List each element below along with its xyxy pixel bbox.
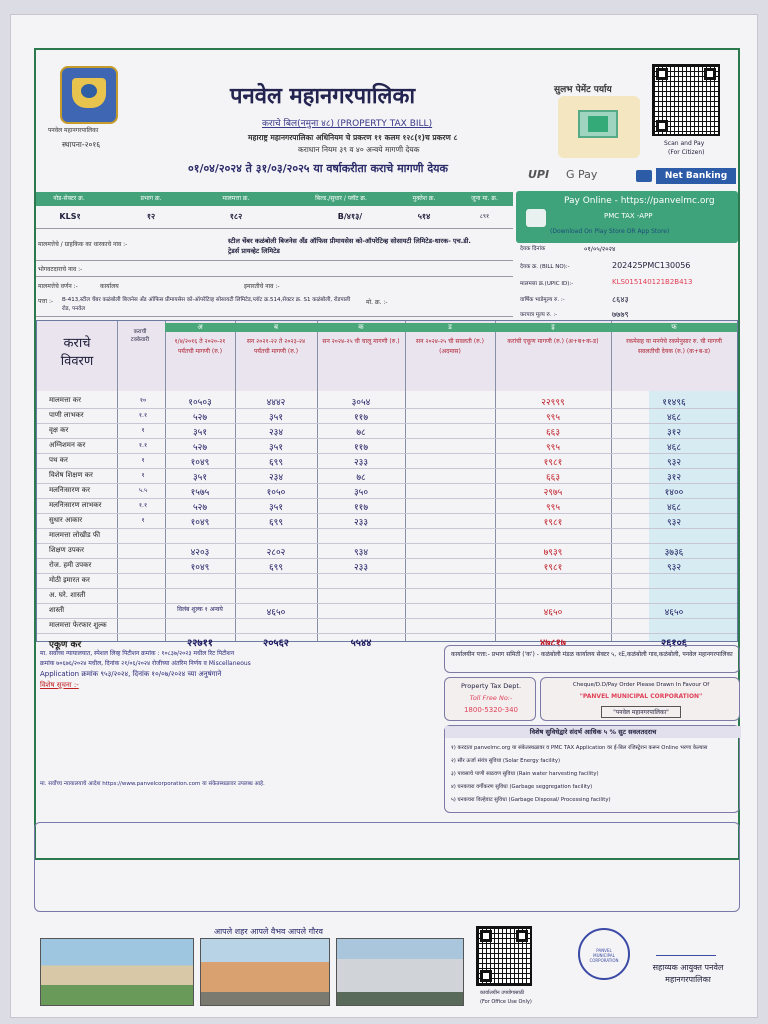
- established-text: स्थापना-२०१६: [62, 140, 101, 149]
- mobile-label: मो. क्र. :-: [366, 299, 388, 306]
- tax-cell-e: ६६३: [545, 428, 561, 438]
- tax-row-label: मलनिःसारण लाभकर: [49, 501, 102, 509]
- annual-rent-value: ८६४३: [612, 295, 629, 304]
- tax-table: [36, 320, 738, 650]
- owner-label: मालमत्तेचे / ग्राहकिक का धारकाचे नाव :-: [38, 241, 128, 248]
- building-name-label: इमारतीचे नाव :-: [244, 283, 280, 290]
- taxable-label: करपात्र मूल्य रु. :-: [520, 312, 558, 318]
- row-divider: [37, 483, 737, 484]
- tax-row-rate: १: [141, 472, 145, 479]
- row-divider: [37, 513, 737, 514]
- tax-row-rate: १०: [139, 397, 147, 404]
- court-notice: [36, 645, 432, 793]
- tax-dept-box: [444, 677, 536, 721]
- tax-cell-c: २३३: [353, 458, 369, 468]
- scan-label: Scan and Pay: [664, 140, 705, 147]
- tax-cell-e: ९९५: [545, 413, 561, 423]
- divider: [36, 260, 513, 261]
- tax-cell-b: २३४: [268, 473, 284, 483]
- pmc-app-label: PMC TAX -APP: [604, 212, 653, 220]
- tax-cell-a: विलंब शुल्क १ अन्वये: [177, 606, 223, 613]
- head-col-text: करांची एकूण मागणी (रु.) (अ+ब+क-ड): [507, 338, 599, 345]
- sulabh-label: सुलभ पेमेंट पर्याय: [554, 85, 612, 95]
- bill-date-label: देयक दिनांक: [520, 246, 546, 252]
- tax-cell-e: ९९५: [545, 443, 561, 453]
- tax-row-rate: १.१: [138, 502, 148, 509]
- city-photo-2: [200, 938, 330, 1006]
- usage-label: मालमत्तेचे वर्णन :-: [38, 283, 78, 290]
- office-address: कार्यालयीन पत्ता:- प्रभाग समिती ('क') - कळंबोली मंडळ कार्यालय सेक्टर ५, १E,कळंबोली गाव,कळंबोली, पनवेल महानगरपालिका: [451, 651, 733, 658]
- row-divider: [37, 573, 737, 574]
- tax-cell-c: ७८: [356, 473, 366, 483]
- head-col-letter: ड: [405, 323, 495, 332]
- address-value: B-413,स्टील चेंबर कळंबोली बिजनेस अँड ऑफिस प्रीमायसेस को-ऑपरेटिव्ह सोसायटी लिमिटेड,प्लॉट क्र.514,सेक्टर क्र. S1 कळंबोली, रोडपाली रोड, पनवेल: [62, 297, 351, 312]
- discount-item: १) करदाता panvelmc.org या संकेतस्थळावर व PMC TAX Application वर ई-बिल रजिस्ट्रेशन करून Online भरणा केल्यास: [451, 745, 708, 751]
- row-divider: [37, 528, 737, 529]
- tax-cell-a: ३५१: [192, 428, 208, 438]
- netbanking-label[interactable]: Net Banking: [656, 168, 736, 184]
- tax-cell-a: ५२७: [192, 413, 208, 423]
- pmc-app-icon: [526, 209, 546, 227]
- tax-cell-f: ४६८: [666, 503, 682, 513]
- city-photo-3: [336, 938, 464, 1006]
- seal-text: PANVEL MUNICIPAL CORPORATION: [589, 948, 619, 963]
- tax-row-label: सुधार आकार: [49, 516, 83, 524]
- col-ward: प्रभाग क्र.: [140, 195, 162, 202]
- tax-cell-b: ३५१: [268, 413, 284, 423]
- head-col-text: सन २०२४-२५ ची चालू मागणी (रु.): [322, 338, 400, 345]
- tax-cell-e: १९८१: [543, 518, 563, 528]
- tax-row-label: अ. घरे. शास्ती: [49, 591, 86, 599]
- payment-illustration: [558, 96, 640, 158]
- pay-online-link[interactable]: Pay Online - https://panvelmc.org: [564, 196, 715, 206]
- col-property: मालमत्ता क्र.: [222, 195, 250, 202]
- column-border: [117, 321, 118, 641]
- period-line: ०१/०४/२०२४ ते ३१/०३/२०२५ या वर्षाकरीता कराचे मागणी देयक: [188, 162, 449, 175]
- col-mukt: मुक्तेश क्र.: [412, 195, 436, 202]
- divider: [36, 228, 513, 229]
- tax-row-rate: १: [141, 457, 145, 464]
- tax-cell-c: २३३: [353, 563, 369, 573]
- tax-cell-c: ११७: [353, 443, 369, 453]
- tax-cell-c: ११७: [353, 503, 369, 513]
- cheque-label: Cheque/D.D/Pay Order Please Drawn In Favour Of: [572, 682, 710, 688]
- total-cell-b: २०५६२: [263, 638, 289, 649]
- tax-cell-e: २९७५: [543, 488, 563, 498]
- tax-row-rate: १.१: [138, 412, 148, 419]
- tax-cell-a: ५२७: [192, 503, 208, 513]
- discount-item: ५) घनकचरा विल्हेवाट सुविधा (Garbage Disposal/ Processing facility): [451, 797, 611, 803]
- tax-cell-e: १९८१: [543, 458, 563, 468]
- head-col-text: १/४/२०१६ ते २०२०-२१ पर्यंतची मागणी (रु.): [174, 338, 226, 355]
- tax-cell-b: ४४४२: [266, 398, 286, 408]
- tax-cell-a: ५२७: [192, 443, 208, 453]
- tax-cell-a: १०४९: [190, 563, 210, 573]
- terms-box: [34, 822, 740, 912]
- head-col-letter: क: [317, 323, 405, 332]
- tax-row-label: विशेष शिक्षण कर: [49, 471, 93, 479]
- upi-logo: UPI: [528, 168, 550, 181]
- row-divider: [37, 543, 737, 544]
- upic-label: मालमत्ता क्र.(UPIC ID):-: [520, 281, 574, 287]
- row-divider: [37, 423, 737, 424]
- tax-cell-b: २३४: [268, 428, 284, 438]
- office-use-en: (For Office Use Only): [480, 999, 532, 1005]
- tax-row-label: पाणी लाभकर: [49, 411, 84, 419]
- head-rate: कराची टक्केवारी: [130, 329, 150, 343]
- signatory-title: सहाय्यक आयुक्त पनवेल महानगरपालिका: [652, 963, 724, 984]
- tax-cell-c: ११७: [353, 413, 369, 423]
- tax-cell-f: ४६५०: [664, 608, 684, 618]
- tax-row-label: पथ कर: [49, 456, 68, 464]
- building-value: B/४१३/: [337, 212, 363, 221]
- row-divider: [37, 603, 737, 604]
- mukt-value: ५१४: [417, 212, 431, 221]
- row-divider: [37, 408, 737, 409]
- tax-cell-b: १०५०: [266, 488, 286, 498]
- head-col-letter: ब: [235, 323, 317, 332]
- tax-cell-f: ४६८: [666, 443, 682, 453]
- discount-item: ३) पावसाचे पाणी साठवण सुविधा (Rain water harvesting facility): [451, 771, 599, 777]
- row-divider: [37, 588, 737, 589]
- logo-caption: पनवेल महानगरपालिका: [48, 127, 99, 134]
- tax-cell-b: ६९९: [268, 458, 284, 468]
- total-cell-c: ५५४४: [350, 638, 372, 649]
- discount-title: विशेष सुविधेद्वारे संदर्भ आधिक ५ % सुट सवलतदराच: [445, 726, 741, 738]
- tax-cell-c: ३०५४: [351, 398, 371, 408]
- office-use-label: कार्यालयीन उपयोगासाठी: [480, 990, 525, 996]
- node-value: KLS१: [59, 212, 81, 221]
- row-divider: [37, 438, 737, 439]
- tax-cell-e: १९८१: [543, 563, 563, 573]
- court-line-2: क्रमांक ७०६७६/२०२४ मधील, दिनांक २१/०६/२०२४ रोजीच्या अंतरिम निर्णय व Miscellaneous: [40, 660, 251, 667]
- scan-pay-qr[interactable]: [652, 64, 720, 136]
- col-node: नोड-सेक्टर क्र.: [53, 195, 85, 202]
- corporation-seal: [578, 928, 630, 980]
- corporation-logo: [60, 66, 118, 124]
- ward-value: १२: [146, 212, 156, 221]
- tax-cell-f: ३७३६: [664, 548, 684, 558]
- head-col-letter: फ: [611, 323, 737, 332]
- col-old: जुना मा. क्र.: [471, 195, 498, 202]
- court-line-3: Application क्रमांक ९५३/२०२४, दिनांक १०/०७/२०२४ च्या अनुषंगाने: [40, 670, 222, 678]
- usage-value: कार्यालय: [100, 283, 119, 290]
- tax-cell-a: १५७५: [190, 488, 210, 498]
- upic-value: KLS015140121B2B413: [612, 278, 693, 286]
- tax-cell-a: ३५१: [192, 473, 208, 483]
- tax-cell-e: ४६५०: [543, 608, 563, 618]
- head-col-text: रकमेसह या मनपेचे रकमेनुसार रु. ची मागणी सवलतीची देयक (रु.) (क+ब-ड): [626, 338, 722, 355]
- tax-cell-f: ९३२: [666, 458, 682, 468]
- court-line-1: मा. सर्वोच्च न्यायालयात, स्पेशल लिव्ह पिटीशन क्रमांक : १०८३७/२०२३ मधील रिट पिटीशन: [40, 650, 235, 657]
- bill-no-label: देयक क्र. (BILL NO):-: [520, 264, 570, 270]
- total-cell-f: २६१०६: [661, 638, 687, 649]
- cheque-box: [540, 677, 740, 721]
- row-divider: [37, 468, 737, 469]
- tax-row-rate: १: [141, 427, 145, 434]
- pay-online-box[interactable]: [516, 191, 738, 243]
- tax-cell-b: ६९९: [268, 563, 284, 573]
- office-address-box: [444, 645, 740, 673]
- discount-box: [444, 725, 740, 813]
- tax-row-label: मलनिःसारण कर: [49, 486, 90, 494]
- discount-item: २) सौर ऊर्जा संयंत्र सुविधा (Solar Energy facility): [451, 758, 561, 764]
- court-website-line: मा. सर्वोच्च न्यायालयाचे आदेश https://www.panvelcorporation.com या संकेतस्थळावर उपलब्ध आहे.: [40, 781, 265, 787]
- tax-row-label: शास्ती: [49, 606, 65, 614]
- head-col-text: सन २०२१-२२ ते २०२३-२४ पर्यंतची मागणी (रु.): [246, 338, 306, 355]
- bill-title: कराचे बिल(नमुना ४८) (PROPERTY TAX BILL): [262, 119, 433, 129]
- city-photo-1: [40, 938, 194, 1006]
- act-line: महाराष्ट्र महानगरपालिका अधिनियम चे प्रकरण ११ कलम १२८(१)च प्रकरण ८: [248, 133, 458, 142]
- tax-row-rate: १: [141, 517, 145, 524]
- head-col-letter: इ: [495, 323, 611, 332]
- tax-row-label: मालमत्ता लोखीड फी: [49, 531, 101, 539]
- cheque-favour: "PANVEL MUNICIPAL CORPORATION": [579, 693, 703, 700]
- download-note: (Download On Play Store OR App Store): [550, 228, 670, 235]
- cheque-favour-mr: "पनवेल महानगरपालिका": [601, 706, 681, 718]
- bill-no-value: 202425PMC130056: [612, 261, 691, 270]
- property-value: १८२: [229, 212, 243, 221]
- old-value: ८९१: [479, 213, 490, 220]
- tax-cell-e: ९९५: [545, 503, 561, 513]
- row-divider: [37, 618, 737, 619]
- row-divider: [37, 558, 737, 559]
- discount-list: [451, 742, 735, 807]
- tax-row-label: वृक्ष कर: [49, 426, 69, 434]
- tax-cell-c: ७८: [356, 428, 366, 438]
- office-qr[interactable]: [476, 926, 532, 986]
- annual-rent-label: वार्षिक भाडेमूल्य रु. :-: [520, 297, 565, 303]
- tax-cell-f: ९३२: [666, 518, 682, 528]
- tax-row-rate: १.१: [138, 442, 148, 449]
- tax-cell-e: ६६३: [545, 473, 561, 483]
- scan-sub: (For Citizen): [668, 149, 705, 156]
- tax-cell-f: ४६८: [666, 413, 682, 423]
- tax-row-label: मालमत्ता फेरफार शुल्क: [49, 621, 107, 629]
- head-col-text: सन २०२४-२५ ची सवलती (रु.)(अदमास): [416, 338, 484, 355]
- tax-cell-e: २२९९९: [541, 398, 565, 408]
- court-special-note: विशेष सूचना :-: [40, 681, 79, 689]
- city-pride-caption: आपले शहर आपले वैभव आपले गौरव: [214, 927, 323, 936]
- tax-cell-f: ३१२: [666, 473, 682, 483]
- tax-row-label: शिक्षण उपकर: [49, 546, 84, 554]
- tax-cell-c: ९३४: [353, 548, 369, 558]
- row-divider: [37, 453, 737, 454]
- tax-cell-f: ३१२: [666, 428, 682, 438]
- tax-cell-a: १०४९: [190, 518, 210, 528]
- discount-item: ४) घनकचरा वर्गीकरण सुविधा (Garbage seggregation facility): [451, 784, 593, 790]
- total-cell-e: ४७८१७: [540, 638, 566, 649]
- column-border: [405, 321, 406, 641]
- total-cell-a: २२७११: [187, 638, 213, 649]
- divider: [36, 316, 513, 317]
- tax-row-label: रोज. हमी उपकर: [49, 561, 92, 569]
- toll-free-number[interactable]: 1800-5320-340: [463, 706, 519, 714]
- toll-free-label: Toll Free No:-: [469, 694, 513, 702]
- tax-cell-b: ६९९: [268, 518, 284, 528]
- netbanking-icon: [636, 170, 652, 182]
- tax-cell-b: २८०२: [266, 548, 286, 558]
- tax-cell-a: १०४९: [190, 458, 210, 468]
- owner-name: स्टील चेंबर कळंबोली बिजनेस अँड ऑफिस प्रीमायसेस को-ऑपरेटिव्ह सोसायटी लिमिटेड-धारक- एच.डी. ट्रेडर्स प्रायव्हेट लिमिटेड: [228, 237, 471, 255]
- tax-cell-a: १०५०३: [188, 398, 212, 408]
- row-divider: [37, 633, 737, 634]
- page-title: पनवेल महानगरपालिका: [230, 84, 416, 109]
- tax-row-label: मोठी इमारत कर: [49, 576, 90, 584]
- tax-cell-c: २३३: [353, 518, 369, 528]
- tax-cell-f: ९३२: [666, 563, 682, 573]
- rule-line: कराधान नियम ३९ व ४० अन्वये मागणी देयक: [298, 145, 420, 154]
- tax-cell-e: ७९३९: [543, 548, 563, 558]
- divider: [36, 276, 513, 277]
- tax-cell-f: ११४९६: [662, 398, 686, 408]
- tax-cell-b: ३५१: [268, 503, 284, 513]
- tax-row-label: अग्निशमन कर: [49, 441, 86, 449]
- address-label: पत्ता :-: [38, 298, 54, 305]
- tax-cell-f: १४००: [664, 488, 684, 498]
- occupier-label: भोगवटदाराचे नाव :-: [38, 266, 83, 273]
- total-label: एकूण कर: [49, 640, 82, 650]
- gpay-logo: G Pay: [566, 168, 598, 181]
- head-col-letter: अ: [165, 323, 235, 332]
- head-tax-details: कराचे विवरण: [60, 336, 94, 369]
- tax-dept-label: Property Tax Dept.: [460, 682, 522, 690]
- tax-cell-b: ४६५०: [266, 608, 286, 618]
- bill-date-value: ०१/०५/२०२४: [584, 245, 616, 253]
- tax-row-rate: ५.५: [138, 487, 148, 494]
- tax-cell-c: ३५०: [353, 488, 369, 498]
- signature: [656, 938, 716, 956]
- tax-cell-b: ३५१: [268, 443, 284, 453]
- tax-row-label: मालमत्ता कर: [49, 396, 82, 404]
- property-header-band: [36, 192, 513, 206]
- taxable-value: ७७७९: [612, 310, 629, 319]
- col-building: बिल्ड./सुधार / प्लॉट क्र.: [315, 195, 367, 202]
- tax-cell-a: ४२०३: [190, 548, 210, 558]
- row-divider: [37, 498, 737, 499]
